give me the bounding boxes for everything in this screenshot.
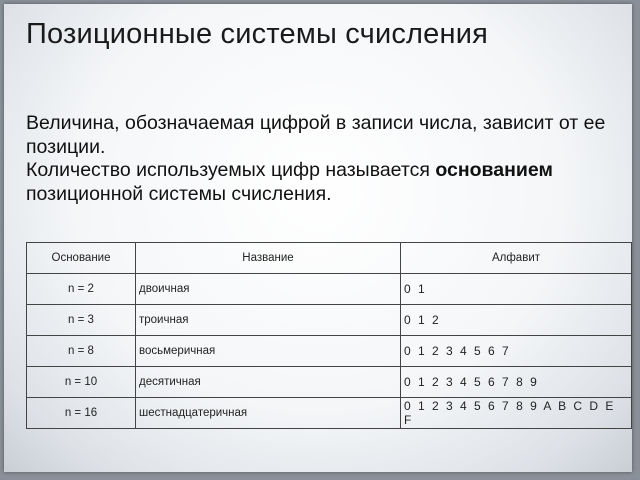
cell-name: шестнадцатеричная <box>136 398 401 429</box>
paragraph-position-value: Величина, обозначаемая цифрой в записи числа, зависит от ее позиции. <box>26 112 606 158</box>
paragraph-text-end: позиционной системы счисления. <box>26 182 332 205</box>
cell-alphabet: 0 1 2 <box>401 305 632 336</box>
cell-alphabet: 0 1 2 3 4 5 6 7 8 9 A B C D E F <box>401 398 632 429</box>
header-name: Название <box>136 243 401 274</box>
slide-title: Позиционные системы счисления <box>26 18 489 50</box>
table-row <box>27 274 632 305</box>
table-row <box>27 305 632 336</box>
cell-base: n = 8 <box>27 336 136 367</box>
slide <box>4 4 632 472</box>
slide-body <box>26 112 626 206</box>
cell-base: n = 3 <box>27 305 136 336</box>
cell-base: n = 16 <box>27 398 136 429</box>
cell-name: восьмеричная <box>136 336 401 367</box>
number-systems-table <box>26 242 632 429</box>
paragraph-text-start: Количество используемых цифр называется <box>26 159 436 181</box>
cell-base: n = 2 <box>27 274 136 305</box>
table-row <box>27 398 632 429</box>
table-row <box>27 336 632 367</box>
base-term: основанием <box>435 159 553 181</box>
cell-name: десятичная <box>136 367 401 398</box>
table-row <box>27 367 632 398</box>
cell-alphabet: 0 1 2 3 4 5 6 7 8 9 <box>401 367 632 398</box>
cell-alphabet: 0 1 2 3 4 5 6 7 <box>401 336 632 367</box>
cell-base: n = 10 <box>27 367 136 398</box>
cell-name: троичная <box>136 305 401 336</box>
header-alphabet: Алфавит <box>401 243 632 274</box>
table-header-row <box>27 243 632 274</box>
cell-alphabet: 0 1 <box>401 274 632 305</box>
paragraph-base-definition <box>26 159 626 206</box>
header-base: Основание <box>27 243 136 274</box>
cell-name: двоичная <box>136 274 401 305</box>
